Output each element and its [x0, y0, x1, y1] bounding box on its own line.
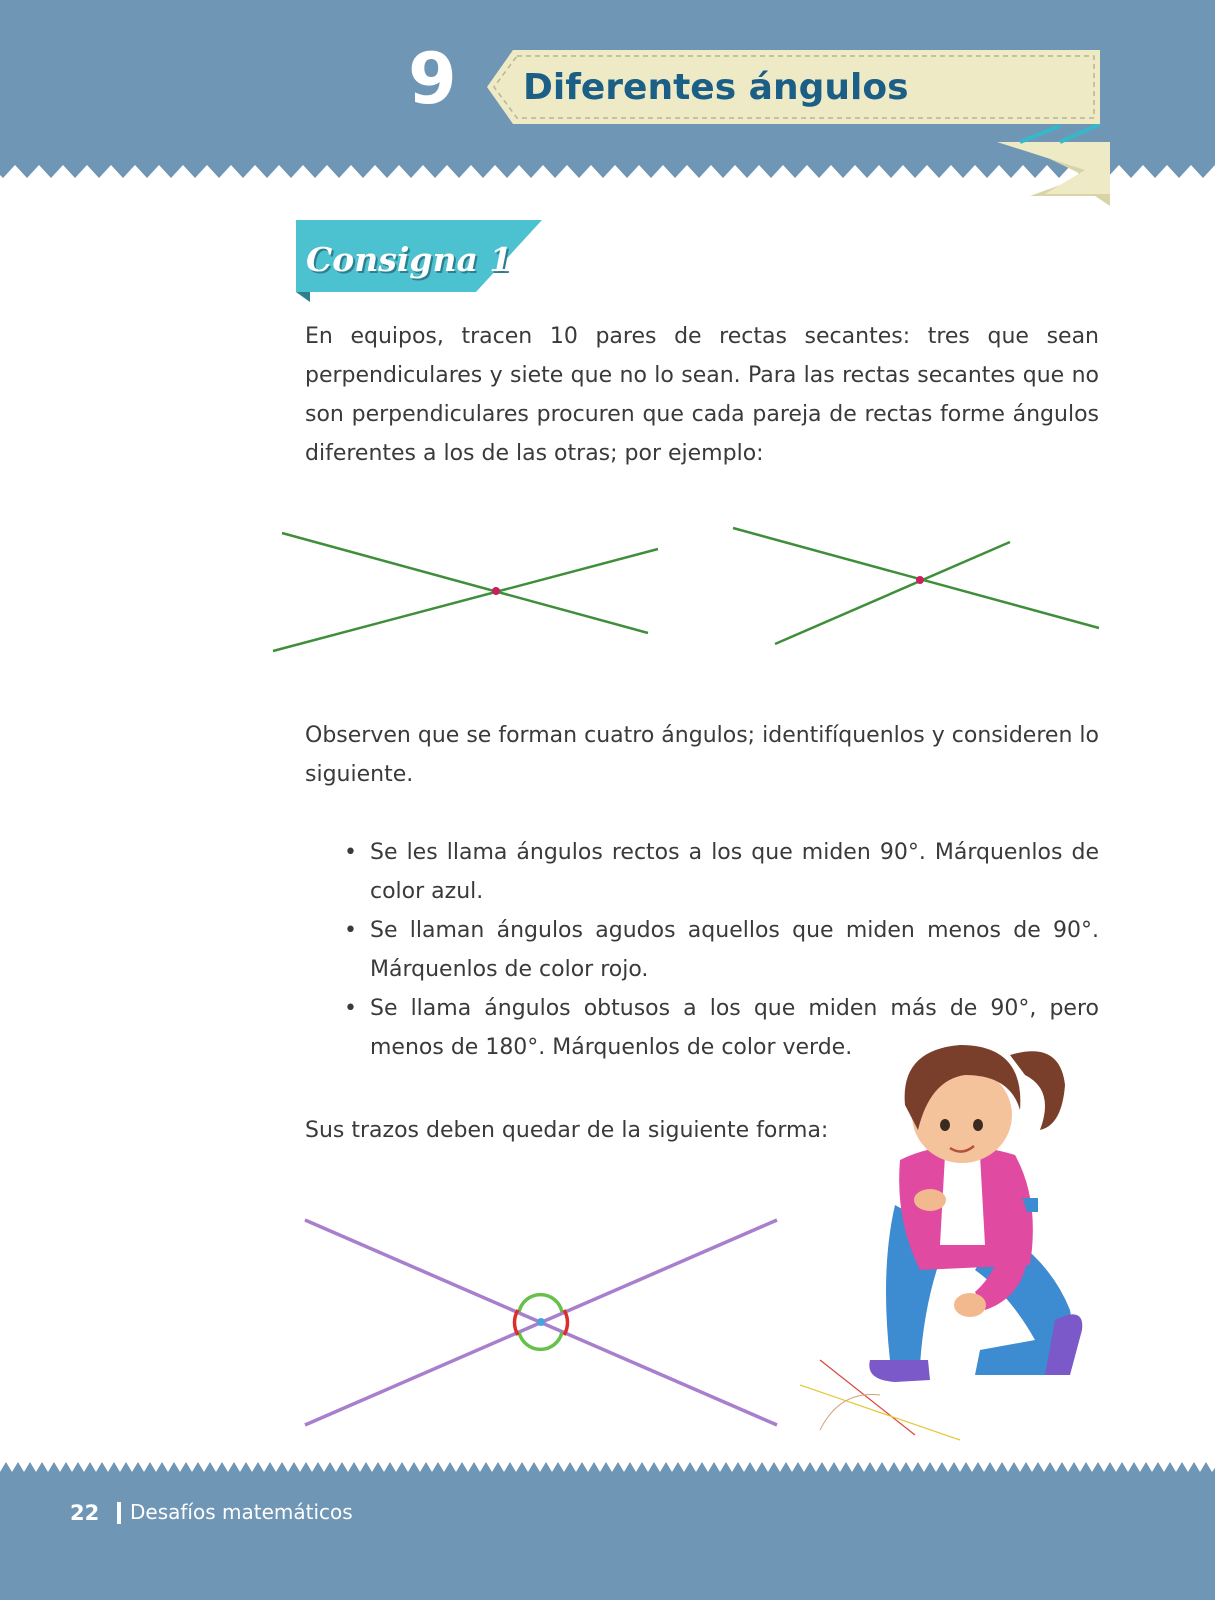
bullet-text: Se les llama ángulos rectos a los que miden 90°. Márquenlos de color azul.: [370, 840, 1099, 904]
eye: [940, 1119, 950, 1131]
obtuse-angle-mark-top: [519, 1295, 562, 1312]
bullet-icon: •: [344, 918, 357, 943]
observe-paragraph: Observen que se forman cuatro ángulos; identifíquenlos y consideren lo siguiente.: [305, 723, 1099, 787]
example-figure-left: [270, 515, 660, 655]
intersection-point: [492, 587, 500, 595]
eye: [973, 1119, 983, 1131]
shirt-front: [940, 1155, 985, 1245]
bullet-text: Se llama ángulos obtusos a los que miden más de 90°, pero menos de 180°. Márquenlos de color verde.: [370, 996, 1099, 1060]
ribbon-accent-line: [1020, 126, 1060, 142]
lesson-title: Diferentes ángulos: [523, 67, 909, 108]
result-figure: [300, 1215, 780, 1430]
list-item: [342, 911, 1099, 989]
ribbon-tail-front: [997, 142, 1110, 194]
secant-line: [273, 549, 658, 651]
consigna-label: Consigna 1: [306, 240, 513, 279]
bullet-icon: •: [344, 840, 357, 865]
secant-line: [282, 533, 648, 633]
intersection-point: [916, 576, 924, 584]
book-title: Desafíos matemáticos: [130, 1500, 353, 1524]
shoe: [869, 1360, 930, 1382]
intro-paragraph: En equipos, tracen 10 pares de rectas secantes: tres que sean perpendiculares y siete que no lo sean. Para las rectas secantes que no son perpendiculares procuren que cada pareja de rectas forme ángulos diferentes a los de las otras; por ejemplo:: [305, 324, 1099, 466]
bullet-text: Se llaman ángulos agudos aquellos que miden menos de 90°. Márquenlos de color rojo.: [370, 918, 1099, 982]
banner-fold: [296, 292, 310, 302]
obtuse-angle-mark-bottom: [519, 1332, 562, 1349]
page-number: 22: [70, 1501, 100, 1525]
floor-line-yellow: [800, 1385, 960, 1440]
girl-illustration: [800, 1030, 1120, 1460]
ribbon-accent-line-2: [1060, 124, 1100, 142]
hand: [954, 1293, 986, 1317]
footer-background: [0, 1462, 1215, 1600]
list-item: [342, 833, 1099, 911]
acute-angle-mark-left: [514, 1310, 518, 1335]
intersection-point: [537, 1318, 545, 1326]
lesson-number: 9: [408, 38, 457, 120]
example-figure-right: [725, 520, 1105, 650]
bullet-icon: •: [344, 996, 357, 1021]
acute-angle-mark-right: [564, 1310, 568, 1335]
footer-divider: [117, 1502, 121, 1524]
footer-band: [0, 1460, 1215, 1600]
hand: [914, 1189, 946, 1211]
trazos-paragraph: Sus trazos deben quedar de la siguiente forma:: [305, 1118, 829, 1143]
secant-line: [733, 528, 1099, 628]
